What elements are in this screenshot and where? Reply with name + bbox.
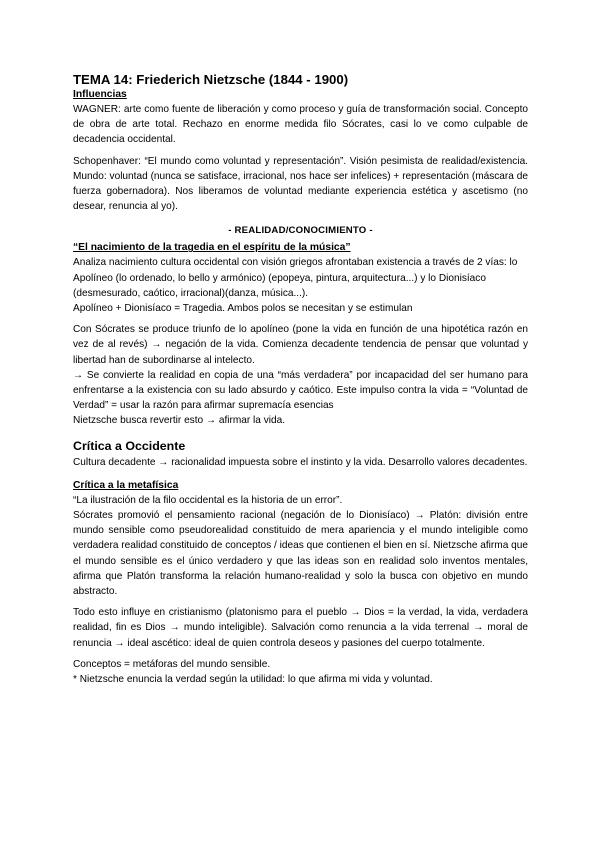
document-title: TEMA 14: Friederich Nietzsche (1844 - 1900) bbox=[73, 72, 349, 87]
document-page bbox=[73, 72, 528, 687]
realidad-paragraph-4: → Se convierte la realidad en copia de una “más verdadera” por incapacidad del ser humano para enfrentarse a la existencia con su lado absurdo y caótico. Este impulso contra la vida = “Voluntad de Verdad” = usar la razón para afirmar supremacía esencias bbox=[73, 369, 528, 412]
metafisica-paragraph-1: Sócrates promovió el pensamiento racional (negación de lo Dionisíaco) → Platón: división entre mundo sensible como pseudorealidad constituido de mera apariencia y el mundo inteligible como verdadera realidad constituido de conceptos / ideas que contienen el bien en sí. Nietzsche afirma que el mundo sensible es el único verdadero y que las ideas son en realidad solo inventos mentales, afirma que Platón transforma la relación humano-realidad y solo la busca con objetivo en mundo abstracto. bbox=[73, 510, 528, 598]
critica-heading: Crítica a Occidente bbox=[73, 438, 186, 453]
realidad-paragraph-5: Nietzsche busca revertir esto → afirmar la vida. bbox=[73, 415, 286, 427]
metafisica-note: * Nietzsche enuncia la verdad según la utilidad: lo que afirma mi vida y voluntad. bbox=[73, 674, 433, 686]
realidad-paragraph-2: Apolíneo + Dionisíaco = Tragedia. Ambos polos se necesitan y se estimulan bbox=[73, 303, 413, 315]
realidad-paragraph-3: Con Sócrates se produce triunfo de lo apolíneo (pone la vida en función de una hipotética razón en vez de al revés) → negación de la vida. Comienza decadente tendencia de pensar que voluntad y libertad han de subordinarse al intelecto. bbox=[73, 324, 528, 366]
critica-paragraph-1: Cultura decadente → racionalidad impuesta sobre el instinto y la vida. Desarrollo valores decadentes. bbox=[73, 456, 528, 468]
metafisica-quote: “La ilustración de la filo occidental es la historia de un error”. bbox=[73, 494, 343, 506]
book-title: “El nacimiento de la tragedia en el espíritu de la música” bbox=[73, 242, 351, 254]
metafisica-paragraph-2: Todo esto influye en cristianismo (platonismo para el pueblo → Dios = la verdad, la vida, verdadera realidad, fin es Dios → mundo inteligible). Salvación como renuncia a la vida terrenal → moral de renuncia → ideal ascético: ideal de quien controla deseos y pasiones del cuerpo totalmente. bbox=[73, 607, 528, 649]
metafisica-heading: Crítica a la metafísica bbox=[73, 479, 179, 491]
metafisica-paragraph-3: Conceptos = metáforas del mundo sensible. bbox=[73, 658, 271, 670]
realidad-heading: - REALIDAD/CONOCIMIENTO - bbox=[228, 225, 373, 237]
schopenhauer-paragraph: Schopenhaver: “El mundo como voluntad y representación”. Visión pesimista de realidad/existencia. Mundo: voluntad (nunca se satisface, irracional, nos hace ser infelices) + representación (máscara de fuerza gobernadora). Nos liberamos de voluntad mediante experiencia estética y ascetismo (no desear, renuncia al yo). bbox=[73, 155, 528, 213]
realidad-paragraph-1: Analiza nacimiento cultura occidental con visión griegos afrontaban existencia a través de 2 vías: lo Apolíneo (lo ordenado, lo bello y armónico) (epopeya, pintura, arquitectura...) y lo Dionisíaco (desmesurado, caótico, irracional)(danza, música...). bbox=[73, 257, 518, 299]
wagner-paragraph: WAGNER: arte como fuente de liberación y como proceso y guía de transformación social. Concepto de obra de arte total. Rechazo en enorme medida filo Sócrates, casi lo ve como culpable de decadencia occidental. bbox=[73, 104, 528, 146]
influencias-heading: Influencias bbox=[73, 89, 127, 100]
